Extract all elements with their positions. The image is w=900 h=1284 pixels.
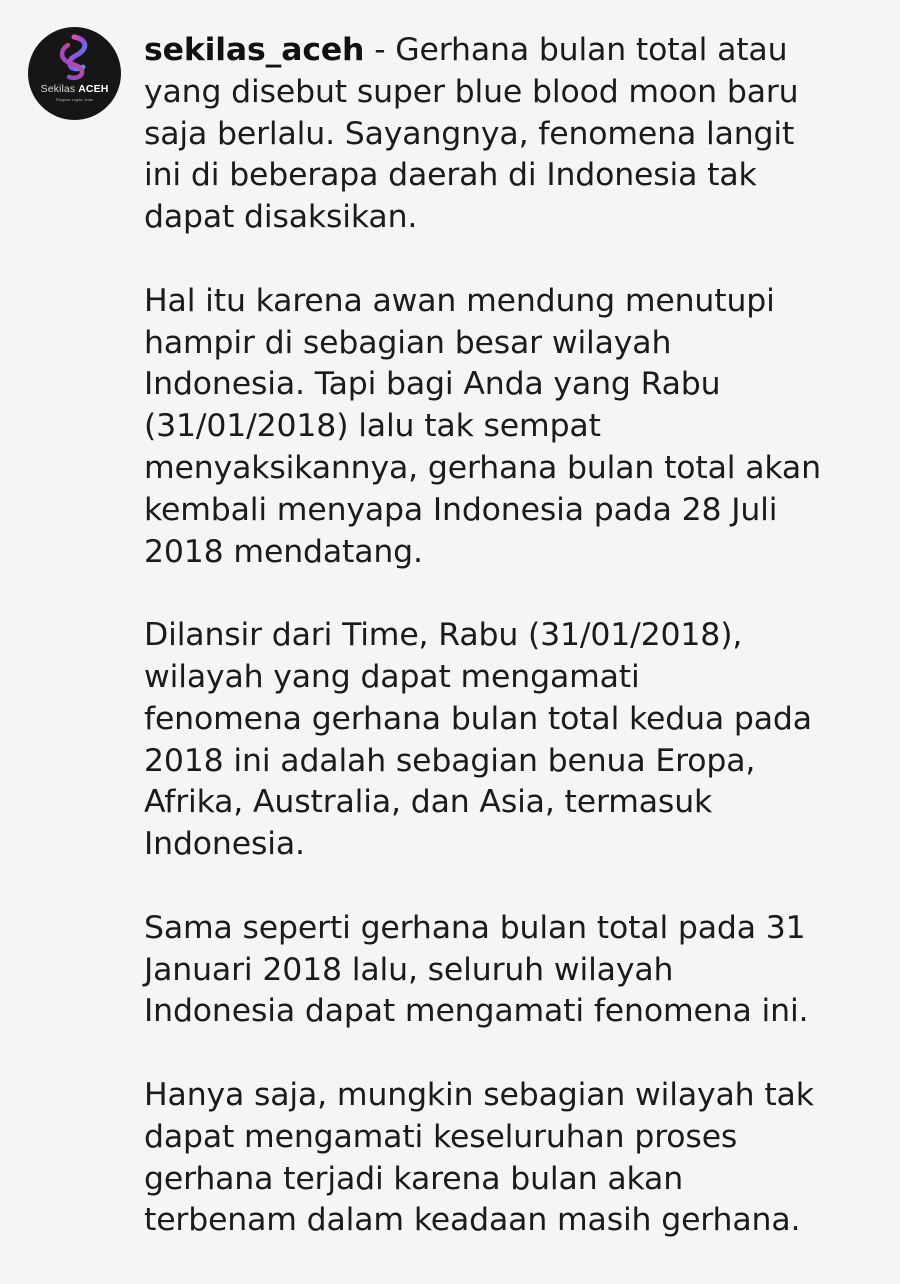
avatar-brand-text bbox=[28, 83, 121, 95]
username-link[interactable]: sekilas_aceh bbox=[144, 32, 365, 68]
brand-prefix: Sekilas bbox=[40, 83, 76, 95]
avatar-tagline: Ringkas Lugas Jelas bbox=[56, 97, 93, 102]
caption-separator: - bbox=[364, 32, 396, 68]
sekilas-aceh-logo-icon bbox=[28, 27, 121, 120]
caption-text bbox=[144, 30, 884, 1284]
caption-paragraph-3: Dilansir dari Time, Rabu (31/01/2018), wilayah yang dapat mengamati fenomena gerhana bulan total kedua pada 2018 ini adalah sebagian benua Eropa, Afrika, Australia, dan Asia, termasuk Indonesia. bbox=[144, 617, 812, 863]
caption-paragraph-2: Hal itu karena awan mendung menutupi hampir di sebagian besar wilayah Indonesia. Tapi bagi Anda yang Rabu (31/01/2018) lalu tak sempat menyaksikannya, gerhana bulan total akan kembali menyapa Indonesia pada 28 Juli 2018 mendatang. bbox=[144, 282, 821, 570]
avatar[interactable] bbox=[28, 27, 121, 120]
caption-paragraph-1-text: Gerhana bulan total atau yang disebut super blue blood moon baru saja berlalu. Sayangnya, fenomena langit ini di beberapa daerah di Indonesia tak dapat disaksikan. bbox=[144, 32, 799, 236]
caption-paragraph-1 bbox=[144, 30, 884, 239]
caption-paragraph-4: Sama seperti gerhana bulan total pada 31 Januari 2018 lalu, seluruh wilayah Indonesia dapat mengamati fenomena ini. bbox=[144, 909, 809, 1030]
brand-name: ACEH bbox=[78, 83, 109, 95]
caption-paragraph-5: Hanya saja, mungkin sebagian wilayah tak dapat mengamati keseluruhan proses gerhana terjadi karena bulan akan terbenam dalam keadaan masih gerhana. bbox=[144, 1076, 814, 1239]
